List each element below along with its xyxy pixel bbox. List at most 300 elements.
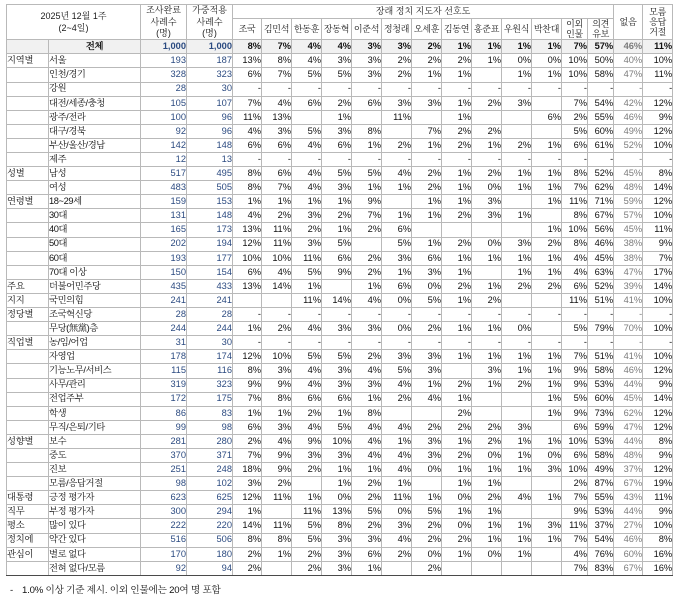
row-label: 18~29세: [49, 195, 141, 209]
cell-none: -: [614, 153, 643, 167]
cell-candidate-2: 4%: [292, 364, 322, 378]
cell-candidate-2: 5%: [292, 533, 322, 547]
cell-none: 60%: [614, 547, 643, 561]
cell-dk-refuse: 12%: [643, 96, 673, 110]
cell-candidate-10: [532, 293, 562, 307]
row-category: [7, 124, 49, 138]
cell-reserved-opinion: 52%: [588, 167, 614, 181]
cell-candidate-4: [352, 237, 382, 251]
cell-candidate-6: -: [412, 308, 442, 322]
cell-candidate-2: 5%: [292, 519, 322, 533]
cell-candidate-9: -: [502, 153, 532, 167]
cell-candidate-9: -: [502, 308, 532, 322]
cell-candidate-7: 2%: [442, 237, 472, 251]
cell-completed-n: 31: [141, 336, 187, 350]
cell-candidate-8: 2%: [472, 124, 502, 138]
table-row: [7, 350, 673, 364]
cell-candidate-5: [382, 124, 412, 138]
dk-l1: 모름: [649, 7, 667, 17]
cell-candidate-10: [532, 322, 562, 336]
cell-candidate-1: 11%: [262, 223, 292, 237]
row-label: 강원: [49, 82, 141, 96]
cell-reserved-opinion: 67%: [588, 209, 614, 223]
cell-candidate-0: 13%: [233, 54, 262, 68]
cell-candidate-8: -: [472, 336, 502, 350]
cell-candidate-8: 1%: [472, 279, 502, 293]
col-header-reserved-opinion: [588, 19, 614, 40]
row-label: 60대: [49, 251, 141, 265]
row-category: 평소: [7, 519, 49, 533]
cell-dk-refuse: 10%: [643, 350, 673, 364]
cell-candidate-6: 2%: [412, 519, 442, 533]
cell-weighted-n: 244: [187, 322, 233, 336]
cell-none: 47%: [614, 265, 643, 279]
reserve-l2: 유보: [592, 29, 609, 40]
cell-candidate-10: [532, 505, 562, 519]
cell-candidate-2: -: [292, 153, 322, 167]
cell-none: 27%: [614, 519, 643, 533]
cell-reserved-opinion: 51%: [588, 350, 614, 364]
cell-candidate-10: 1%: [532, 195, 562, 209]
cell-candidate-5: -: [382, 153, 412, 167]
cell-candidate-5: 5%: [382, 364, 412, 378]
cell-candidate-8: [472, 265, 502, 279]
cell-candidate-9: [502, 110, 532, 124]
cell-weighted-n: 153: [187, 195, 233, 209]
cell-candidate-7: -: [442, 153, 472, 167]
cell-other-person: 7%: [562, 561, 588, 575]
cell-candidate-2: 3%: [292, 448, 322, 462]
cell-other-person: 6%: [562, 138, 588, 152]
cell-candidate-1: 9%: [262, 378, 292, 392]
cell-candidate-6: -: [412, 336, 442, 350]
cell-reserved-opinion: 55%: [588, 491, 614, 505]
cell-other-person: 6%: [562, 420, 588, 434]
cell-candidate-1: 3%: [262, 420, 292, 434]
cell-candidate-1: 8%: [262, 533, 292, 547]
row-category: 정당별: [7, 308, 49, 322]
cell-candidate-1: -: [262, 153, 292, 167]
cell-weighted-n: 241: [187, 293, 233, 307]
cell-dk-refuse: 9%: [643, 448, 673, 462]
row-category: 성향별: [7, 434, 49, 448]
cell-candidate-9: 3%: [502, 420, 532, 434]
cell-candidate-6: 3%: [412, 350, 442, 364]
cell-candidate-2: 3%: [292, 209, 322, 223]
cell-candidate-10: 1%: [532, 223, 562, 237]
row-label: 전혀 없다/모름: [49, 561, 141, 575]
cell-completed-n: 202: [141, 237, 187, 251]
cell-candidate-9: [502, 223, 532, 237]
cell-none: 41%: [614, 293, 643, 307]
table-row: [7, 181, 673, 195]
col-header-candidate-1: 김민석: [262, 19, 292, 40]
row-category: [7, 364, 49, 378]
cell-candidate-6: [412, 477, 442, 491]
table-row: [7, 533, 673, 547]
cell-completed-n: 12: [141, 153, 187, 167]
cell-completed-n: 105: [141, 96, 187, 110]
cell-candidate-4: 1%: [352, 561, 382, 575]
cell-completed-n: 131: [141, 209, 187, 223]
cell-candidate-6: 3%: [412, 448, 442, 462]
cell-reserved-opinion: 52%: [588, 279, 614, 293]
cell-candidate-4: 5%: [352, 505, 382, 519]
cell-none: 62%: [614, 406, 643, 420]
cell-candidate-3: 13%: [322, 505, 352, 519]
cell-dk-refuse: 12%: [643, 124, 673, 138]
cell-weighted-n: 371: [187, 448, 233, 462]
table-row: [7, 265, 673, 279]
cell-candidate-5: 2%: [382, 547, 412, 561]
cell-candidate-2: 3%: [292, 237, 322, 251]
cell-candidate-9: 1%: [502, 533, 532, 547]
cell-candidate-4: 1%: [352, 138, 382, 152]
cell-dk-refuse: 14%: [643, 279, 673, 293]
cell-candidate-6: 1%: [412, 138, 442, 152]
cell-completed-n: 98: [141, 477, 187, 491]
cell-candidate-0: 6%: [233, 138, 262, 152]
cell-other-person: 7%: [562, 96, 588, 110]
row-category: [7, 223, 49, 237]
table-row: [7, 293, 673, 307]
cell-candidate-3: 5%: [322, 68, 352, 82]
col-header-completed-n: [141, 5, 187, 40]
cell-candidate-8: 2%: [472, 96, 502, 110]
cell-candidate-1: 14%: [262, 279, 292, 293]
cell-candidate-2: 11%: [292, 251, 322, 265]
row-label: 조국혁신당: [49, 308, 141, 322]
cell-candidate-0: 2%: [233, 547, 262, 561]
completed-l1: 조사완료: [146, 5, 181, 16]
cell-candidate-8: [472, 68, 502, 82]
cell-candidate-2: 11%: [292, 505, 322, 519]
cell-weighted-n: 175: [187, 392, 233, 406]
cell-candidate-4: [352, 110, 382, 124]
cell-other-person: 11%: [562, 519, 588, 533]
cell-weighted-n: 495: [187, 167, 233, 181]
cell-candidate-0: 1%: [233, 322, 262, 336]
cell-candidate-2: 4%: [292, 181, 322, 195]
cell-candidate-8: 1%: [472, 138, 502, 152]
row-category: [7, 420, 49, 434]
cell-candidate-1: 7%: [262, 68, 292, 82]
cell-candidate-9: 1%: [502, 547, 532, 561]
cell-candidate-5: 2%: [382, 68, 412, 82]
cell-completed-n: 483: [141, 181, 187, 195]
cell-candidate-3: -: [322, 82, 352, 96]
cell-weighted-n: 187: [187, 54, 233, 68]
cell-candidate-8: 1%: [472, 322, 502, 336]
cell-candidate-0: 4%: [233, 124, 262, 138]
row-label: 여성: [49, 181, 141, 195]
cell-candidate-3: 4%: [322, 40, 352, 54]
cell-candidate-6: 1%: [412, 195, 442, 209]
cell-reserved-opinion: 62%: [588, 181, 614, 195]
col-header-candidate-6: 오세훈: [412, 19, 442, 40]
cell-none: 48%: [614, 181, 643, 195]
cell-candidate-3: 3%: [322, 448, 352, 462]
cell-candidate-1: 4%: [262, 96, 292, 110]
cell-candidate-5: -: [382, 82, 412, 96]
cell-candidate-8: 1%: [472, 533, 502, 547]
cell-completed-n: 115: [141, 364, 187, 378]
cell-candidate-5: 3%: [382, 96, 412, 110]
cell-other-person: 10%: [562, 463, 588, 477]
cell-weighted-n: 505: [187, 181, 233, 195]
cell-other-person: 9%: [562, 364, 588, 378]
cell-candidate-4: 8%: [352, 406, 382, 420]
cell-candidate-9: -: [502, 82, 532, 96]
cell-none: 39%: [614, 279, 643, 293]
row-category: [7, 181, 49, 195]
footnote-dash: -: [10, 584, 13, 596]
cell-candidate-10: 1%: [532, 406, 562, 420]
cell-candidate-3: 5%: [322, 237, 352, 251]
cell-reserved-opinion: 73%: [588, 406, 614, 420]
cell-candidate-10: 1%: [532, 392, 562, 406]
cell-reserved-opinion: 54%: [588, 533, 614, 547]
completed-l2: 사례수: [150, 16, 177, 27]
row-category: 대통령: [7, 491, 49, 505]
col-header-dk-refuse: [643, 5, 673, 40]
cell-other-person: 7%: [562, 181, 588, 195]
cell-candidate-5: -: [382, 336, 412, 350]
cell-candidate-3: 1%: [322, 223, 352, 237]
cell-candidate-3: 3%: [322, 181, 352, 195]
cell-reserved-opinion: 61%: [588, 138, 614, 152]
cell-candidate-1: 2%: [262, 477, 292, 491]
cell-candidate-3: 3%: [322, 547, 352, 561]
cell-candidate-5: 3%: [382, 350, 412, 364]
cell-candidate-4: 2%: [352, 223, 382, 237]
cell-candidate-7: 2%: [442, 448, 472, 462]
cell-completed-n: 328: [141, 68, 187, 82]
col-header-candidate-7: 김동연: [442, 19, 472, 40]
table-header: [7, 5, 673, 40]
cell-candidate-8: 1%: [472, 251, 502, 265]
cell-candidate-4: 1%: [352, 392, 382, 406]
cell-completed-n: 222: [141, 519, 187, 533]
cell-completed-n: 193: [141, 54, 187, 68]
cell-candidate-4: -: [352, 82, 382, 96]
cell-weighted-n: 506: [187, 533, 233, 547]
cell-candidate-5: 1%: [382, 434, 412, 448]
cell-candidate-4: 2%: [352, 519, 382, 533]
cell-candidate-6: 2%: [412, 322, 442, 336]
header-row-top: [7, 5, 673, 19]
footnote-text: 1.0% 이상 기준 제시. 이외 인물에는 20여 명 포함: [22, 584, 221, 596]
cell-weighted-n: 220: [187, 519, 233, 533]
row-label: 제주: [49, 153, 141, 167]
cell-candidate-9: 2%: [502, 378, 532, 392]
cell-candidate-10: 1%: [532, 265, 562, 279]
table-row: [7, 561, 673, 575]
table-row: [7, 434, 673, 448]
cell-reserved-opinion: 53%: [588, 505, 614, 519]
cell-candidate-5: 0%: [382, 505, 412, 519]
cell-candidate-8: 1%: [472, 378, 502, 392]
cell-candidate-6: 2%: [412, 54, 442, 68]
col-header-candidate-3: 장동혁: [322, 19, 352, 40]
cell-candidate-7: 2%: [442, 209, 472, 223]
cell-candidate-3: 6%: [322, 392, 352, 406]
cell-candidate-7: [442, 223, 472, 237]
row-label: 자영업: [49, 350, 141, 364]
col-header-candidate-0: 조국: [233, 19, 262, 40]
col-header-other-person: [562, 19, 588, 40]
cell-candidate-0: 6%: [233, 420, 262, 434]
cell-candidate-2: 4%: [292, 322, 322, 336]
cell-candidate-1: 2%: [262, 209, 292, 223]
cell-other-person: 7%: [562, 350, 588, 364]
cell-other-person: 9%: [562, 406, 588, 420]
cell-candidate-9: 1%: [502, 463, 532, 477]
cell-completed-n: 178: [141, 350, 187, 364]
cell-candidate-2: 6%: [292, 96, 322, 110]
cell-candidate-6: 6%: [412, 251, 442, 265]
cell-candidate-7: 0%: [442, 519, 472, 533]
cell-candidate-5: 3%: [382, 40, 412, 54]
cell-completed-n: 92: [141, 124, 187, 138]
cell-candidate-4: 7%: [352, 209, 382, 223]
cell-candidate-6: 1%: [412, 209, 442, 223]
cell-candidate-5: 4%: [382, 167, 412, 181]
cell-candidate-3: 1%: [322, 406, 352, 420]
cell-none: -: [614, 336, 643, 350]
cell-weighted-n: 154: [187, 265, 233, 279]
cell-completed-n: 281: [141, 434, 187, 448]
cell-candidate-10: 0%: [532, 54, 562, 68]
cell-candidate-9: -: [502, 336, 532, 350]
cell-candidate-4: 4%: [352, 364, 382, 378]
cell-candidate-3: 3%: [322, 322, 352, 336]
cell-candidate-0: -: [233, 82, 262, 96]
cell-dk-refuse: 9%: [643, 505, 673, 519]
cell-candidate-1: 8%: [262, 54, 292, 68]
table-row: [7, 195, 673, 209]
row-category: [7, 322, 49, 336]
cell-weighted-n: 83: [187, 406, 233, 420]
cell-weighted-n: 94: [187, 561, 233, 575]
cell-candidate-0: 6%: [233, 68, 262, 82]
table-row: [7, 420, 673, 434]
row-label: 인천/경기: [49, 68, 141, 82]
weighted-l3: (명): [202, 27, 217, 38]
cell-candidate-8: 2%: [472, 420, 502, 434]
cell-completed-n: 241: [141, 293, 187, 307]
cell-weighted-n: 96: [187, 110, 233, 124]
cell-reserved-opinion: 59%: [588, 420, 614, 434]
cell-candidate-10: [532, 209, 562, 223]
cell-candidate-5: -: [382, 308, 412, 322]
cell-candidate-2: 2%: [292, 463, 322, 477]
cell-candidate-8: 2%: [472, 167, 502, 181]
cell-candidate-2: 11%: [292, 293, 322, 307]
cell-candidate-7: 2%: [442, 406, 472, 420]
cell-candidate-9: 1%: [502, 350, 532, 364]
cell-candidate-0: 8%: [233, 364, 262, 378]
cell-candidate-1: 3%: [262, 124, 292, 138]
cell-candidate-6: 1%: [412, 378, 442, 392]
cell-completed-n: 165: [141, 223, 187, 237]
table-row: [7, 279, 673, 293]
cell-candidate-3: 1%: [322, 110, 352, 124]
cell-dk-refuse: 8%: [643, 533, 673, 547]
table-row: [7, 223, 673, 237]
cell-candidate-7: 1%: [442, 167, 472, 181]
cell-none: 49%: [614, 124, 643, 138]
cell-candidate-9: 0%: [502, 54, 532, 68]
cell-candidate-1: 7%: [262, 40, 292, 54]
cell-weighted-n: 248: [187, 463, 233, 477]
cell-candidate-5: 1%: [382, 477, 412, 491]
cell-completed-n: 100: [141, 110, 187, 124]
cell-other-person: 6%: [562, 279, 588, 293]
cell-candidate-7: 1%: [442, 547, 472, 561]
cell-reserved-opinion: 37%: [588, 519, 614, 533]
cell-candidate-6: [412, 110, 442, 124]
cell-none: 67%: [614, 561, 643, 575]
cell-completed-n: 435: [141, 279, 187, 293]
cell-candidate-8: 1%: [472, 350, 502, 364]
table-row: [7, 378, 673, 392]
cell-other-person: -: [562, 153, 588, 167]
cell-completed-n: 300: [141, 505, 187, 519]
cell-candidate-3: 1%: [322, 195, 352, 209]
col-header-candidate-9: 우원식: [502, 19, 532, 40]
cell-completed-n: 86: [141, 406, 187, 420]
cell-candidate-10: [532, 561, 562, 575]
report-title: [7, 5, 141, 40]
cell-candidate-1: 11%: [262, 237, 292, 251]
cell-none: 52%: [614, 138, 643, 152]
cell-reserved-opinion: 79%: [588, 322, 614, 336]
cell-reserved-opinion: 71%: [588, 195, 614, 209]
cell-reserved-opinion: 83%: [588, 561, 614, 575]
cell-candidate-4: 5%: [352, 167, 382, 181]
cell-completed-n: 193: [141, 251, 187, 265]
cell-candidate-2: 2%: [292, 547, 322, 561]
cell-candidate-9: 1%: [502, 251, 532, 265]
table-row: [7, 251, 673, 265]
row-label: 보수: [49, 434, 141, 448]
cell-candidate-7: -: [442, 336, 472, 350]
cell-none: 42%: [614, 96, 643, 110]
cell-candidate-9: 3%: [502, 96, 532, 110]
cell-dk-refuse: 12%: [643, 364, 673, 378]
row-label: 무당(無黨)층: [49, 322, 141, 336]
cell-candidate-5: 3%: [382, 519, 412, 533]
cell-other-person: 10%: [562, 54, 588, 68]
cell-candidate-1: 9%: [262, 463, 292, 477]
cell-candidate-0: 8%: [233, 533, 262, 547]
cell-none: 45%: [614, 167, 643, 181]
cell-candidate-8: 2%: [472, 293, 502, 307]
cell-candidate-4: 2%: [352, 350, 382, 364]
cell-candidate-4: 2%: [352, 491, 382, 505]
cell-candidate-8: 1%: [472, 40, 502, 54]
cell-candidate-2: -: [292, 336, 322, 350]
cell-none: 46%: [614, 364, 643, 378]
cell-candidate-0: 2%: [233, 434, 262, 448]
cell-candidate-5: [382, 195, 412, 209]
row-category: 관심이: [7, 547, 49, 561]
cell-completed-n: 172: [141, 392, 187, 406]
cell-none: 44%: [614, 434, 643, 448]
cell-other-person: 10%: [562, 68, 588, 82]
col-header-candidate-10: 박찬대: [532, 19, 562, 40]
